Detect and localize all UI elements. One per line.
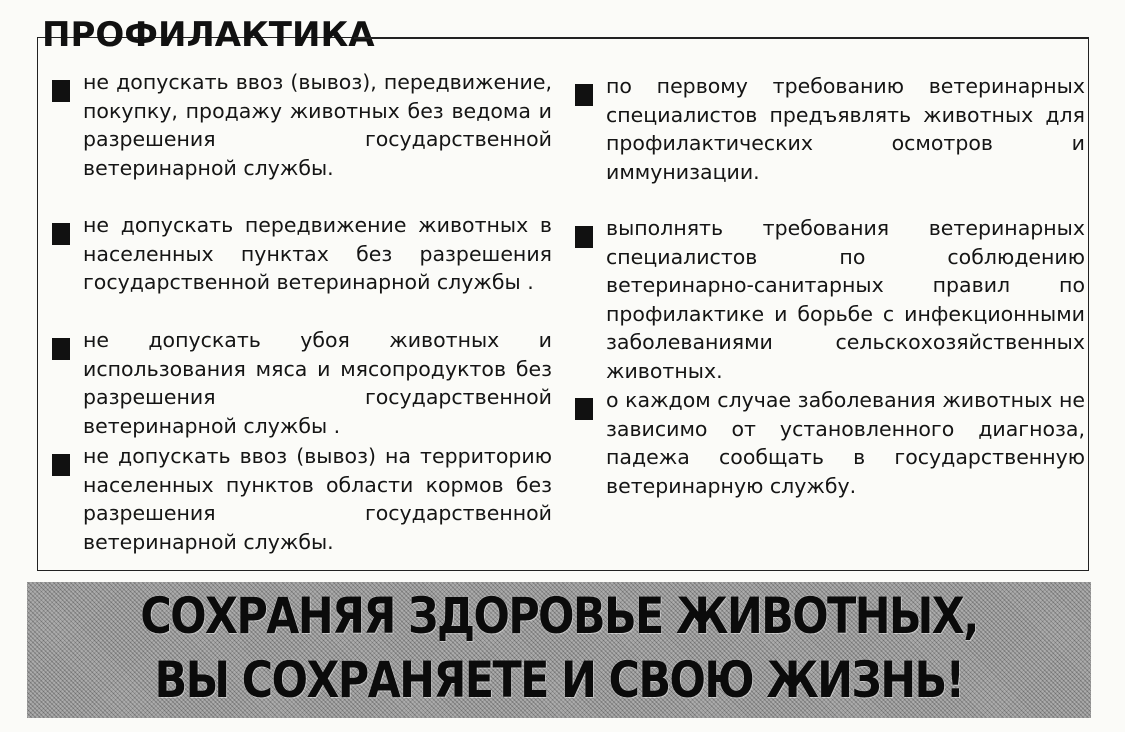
list-item-text: по первому требованию ветеринарных специалистов предъявлять животных для профилактических осмотров и иммунизации. [606, 74, 1085, 184]
square-bullet-icon [575, 398, 593, 420]
square-bullet-icon [52, 223, 70, 245]
list-item [52, 326, 552, 440]
list-item-text: о каждом случае заболевания животных не зависимо от установленного диагноза, падежа сообщать в государственную ветеринарную службу. [606, 388, 1085, 498]
list-item [52, 68, 552, 182]
section-header [42, 8, 1092, 58]
square-bullet-icon [52, 80, 70, 102]
list-item-text: не допускать ввоз (вывоз), передвижение, покупку, продажу животных без ведома и разрешения государственной ветеринарной службы. [83, 70, 552, 180]
list-item-text: не допускать ввоз (вывоз) на территорию населенных пунктов области кормов без разрешения государственной ветеринарной службы. [83, 444, 552, 554]
list-item [575, 386, 1085, 500]
list-item [52, 442, 552, 556]
list-item [575, 214, 1085, 385]
square-bullet-icon [52, 454, 70, 476]
list-item-text: не допускать убоя животных и использования мяса и мясопродуктов без разрешения государственной ветеринарной службы . [83, 328, 552, 438]
list-item [575, 72, 1085, 186]
square-bullet-icon [52, 338, 70, 360]
list-item-text: выполнять требования ветеринарных специалистов по соблюдению ветеринарно-санитарных правил по профилактике и борьбе с инфекционными заболеваниями сельскохозяйственных животных. [606, 216, 1085, 383]
square-bullet-icon [575, 84, 593, 106]
slogan-line-1: СОХРАНЯЯ ЗДОРОВЬЕ ЖИВОТНЫХ, [140, 587, 978, 645]
slogan-banner [27, 582, 1091, 718]
list-item-text: не допускать передвижение животных в населенных пунктах без разрешения государственной ветеринарной службы . [83, 213, 552, 294]
list-item [52, 211, 552, 297]
heading-rule [354, 37, 1089, 39]
square-bullet-icon [575, 226, 593, 248]
section-heading: ПРОФИЛАКТИКА [42, 15, 375, 55]
slogan-line-2: ВЫ СОХРАНЯЕТЕ И СВОЮ ЖИЗНЬ! [154, 651, 964, 709]
